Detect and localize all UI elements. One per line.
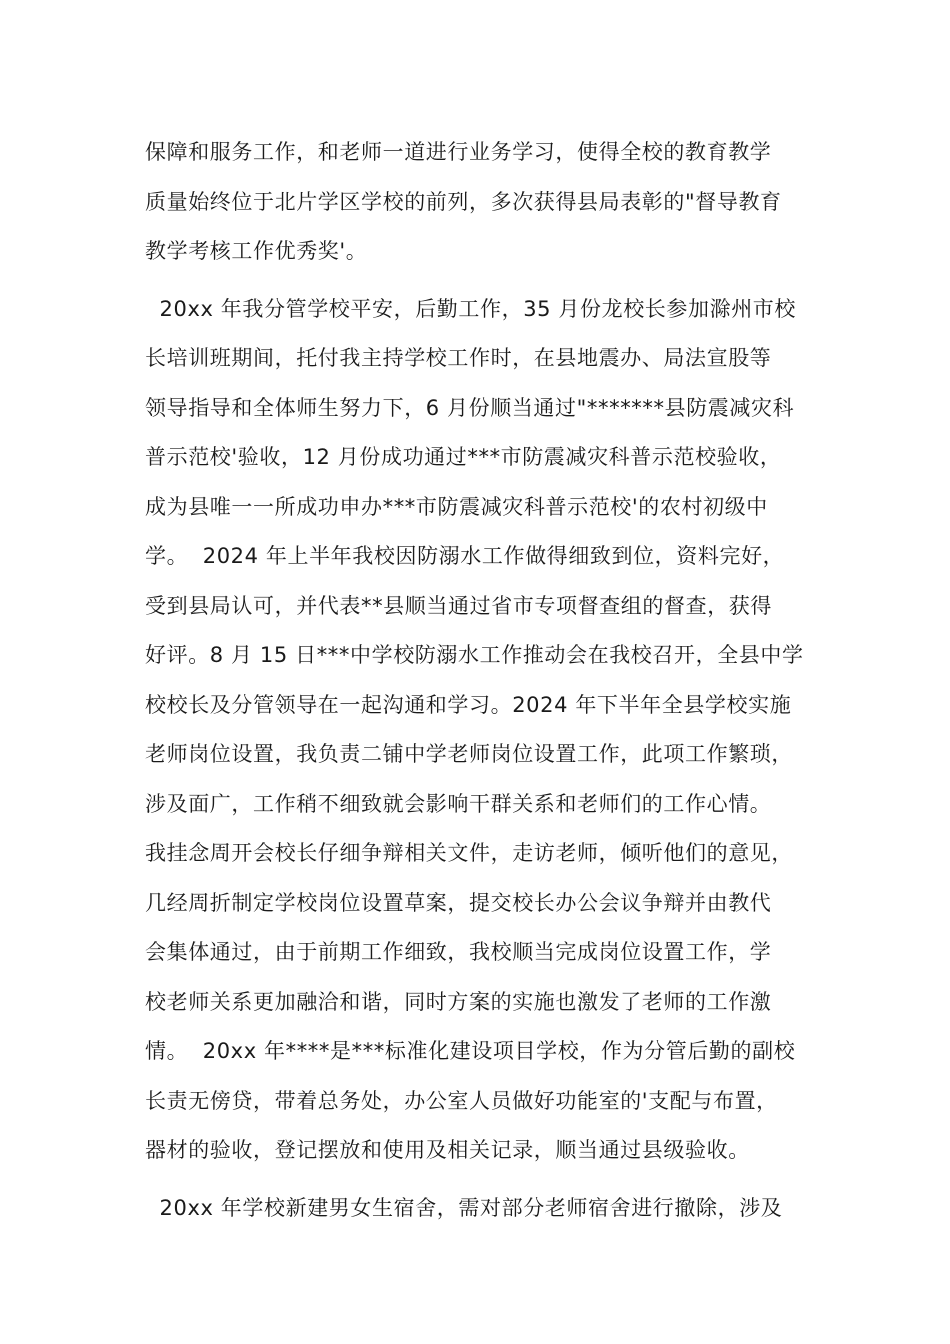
text-line: 我挂念周开会校长仔细争辩相关文件，走访老师，倾听他们的意见， bbox=[145, 841, 793, 865]
text-line: 成为县唯一一所成功申办***市防震减灾科普示范校'的农村初级中 bbox=[145, 494, 768, 519]
text-line: 受到县局认可，并代表**县顺当通过省市专项督查组的督查，获得 bbox=[145, 593, 772, 618]
text-line: 老师岗位设置，我负责二铺中学老师岗位设置工作，此项工作繁琐， bbox=[145, 742, 793, 766]
text-line: 情。 20xx 年****是***标准化建设项目学校，作为分管后勤的副校 bbox=[145, 1039, 796, 1063]
text-line: 教学考核工作优秀奖'。 bbox=[145, 239, 368, 263]
text-line: 20xx 年学校新建男女生宿舍，需对部分老师宿舍进行撤除，涉及 bbox=[145, 1195, 783, 1220]
document-body bbox=[145, 128, 825, 1233]
text-line: 好评。8 月 15 日***中学校防溺水工作推动会在我校召开，全县中学 bbox=[145, 643, 804, 667]
text-line: 会集体通过，由于前期工作细致，我校顺当完成岗位设置工作，学 bbox=[145, 940, 772, 964]
text-line: 普示范校'验收，12 月份成功通过***市防震减灾科普示范校验收， bbox=[145, 445, 782, 469]
text-line: 20xx 年我分管学校平安，后勤工作，35 月份龙校长参加滁州市校 bbox=[145, 296, 796, 321]
text-line: 长培训班期间，托付我主持学校工作时，在县地震办、局法宣股等 bbox=[145, 346, 772, 370]
text-line: 长责无傍贷，带着总务处，办公室人员做好功能室的'支配与布置， bbox=[145, 1088, 778, 1113]
text-line: 校老师关系更加融洽和谐，同时方案的实施也激发了老师的工作激 bbox=[145, 989, 772, 1014]
paragraph-gap bbox=[145, 1176, 825, 1184]
text-line: 校校长及分管领导在一起沟通和学习。2024 年下半年全县学校实施 bbox=[145, 692, 792, 717]
text-line: 保障和服务工作，和老师一道进行业务学习，使得全校的教育教学 bbox=[145, 140, 772, 164]
text-line: 学。 2024 年上半年我校因防溺水工作做得细致到位，资料完好， bbox=[145, 544, 785, 568]
text-line: 涉及面广，工作稍不细致就会影响干群关系和老师们的工作心情。 bbox=[145, 791, 772, 816]
text-line: 几经周折制定学校岗位设置草案，提交校长办公会议争辩并由教代 bbox=[145, 890, 772, 915]
text-line: 质量始终位于北片学区学校的前列，多次获得县局表彰的"督导教育 bbox=[145, 189, 782, 214]
paragraph-gap bbox=[145, 277, 825, 285]
text-line: 领导指导和全体师生努力下，6 月份顺当通过"*******县防震减灾科 bbox=[145, 395, 795, 420]
text-line: 器材的验收，登记摆放和使用及相关记录，顺当通过县级验收。 bbox=[145, 1138, 750, 1162]
